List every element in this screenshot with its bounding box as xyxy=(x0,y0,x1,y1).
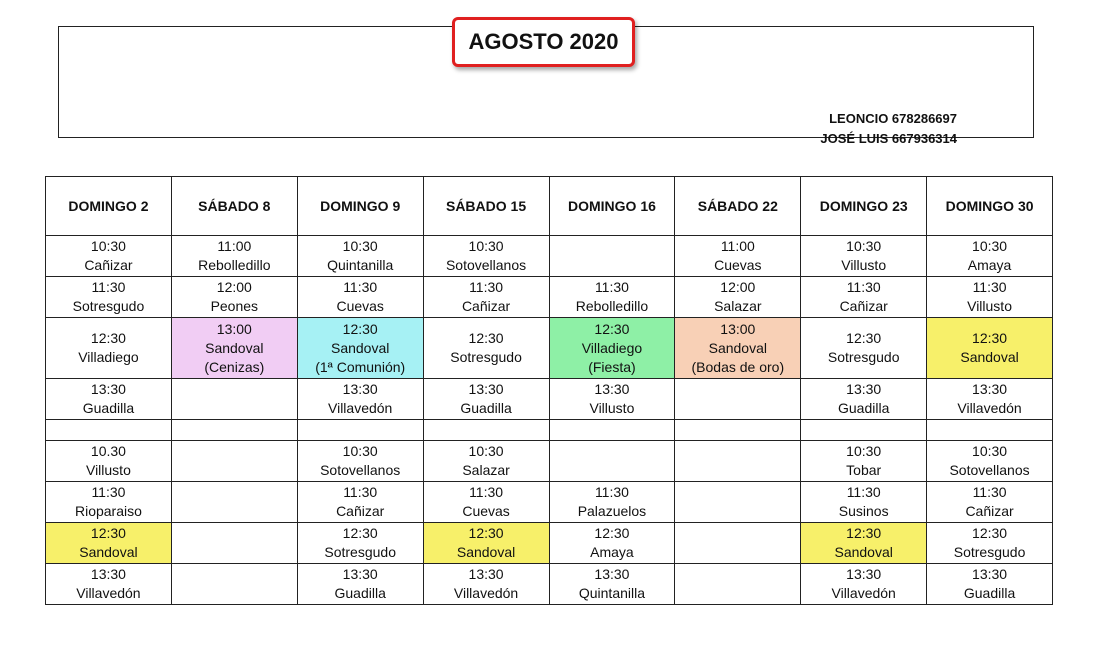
schedule-cell xyxy=(675,523,801,564)
schedule-cell xyxy=(423,420,549,441)
mass-time: 10:30 xyxy=(342,443,378,459)
day-header: DOMINGO 23 xyxy=(801,177,927,236)
mass-place: Villavedón xyxy=(328,400,393,416)
table-row xyxy=(46,277,1053,318)
mass-time: 11:30 xyxy=(846,484,881,500)
schedule-cell xyxy=(171,318,297,379)
mass-place: Cuevas xyxy=(462,503,510,519)
mass-time: 11:30 xyxy=(972,279,1007,295)
day-header: SÁBADO 8 xyxy=(171,177,297,236)
schedule-cell xyxy=(297,523,423,564)
schedule-cell xyxy=(171,564,297,605)
contact-jose-luis: JOSÉ LUIS 667936314 xyxy=(820,131,957,146)
schedule-cell xyxy=(297,318,423,379)
day-header: SÁBADO 15 xyxy=(423,177,549,236)
mass-time: 13:00 xyxy=(216,320,252,337)
mass-place: Sotresgudo xyxy=(827,349,900,365)
mass-time: 12:30 xyxy=(90,330,126,346)
mass-time: 13:30 xyxy=(342,566,378,582)
schedule-cell xyxy=(297,277,423,318)
schedule-cell xyxy=(46,420,172,441)
schedule-cell xyxy=(171,523,297,564)
mass-place: Salazar xyxy=(462,462,510,478)
mass-place: Villusto xyxy=(589,400,635,416)
mass-place: Sotresgudo xyxy=(450,349,522,365)
mass-place: Sotresgudo xyxy=(953,544,1026,560)
mass-time: 10:30 xyxy=(468,443,504,459)
mass-place: Quintanilla xyxy=(578,585,646,601)
mass-place: Sotovellanos xyxy=(445,257,527,273)
schedule-cell xyxy=(549,523,675,564)
mass-time: 13:30 xyxy=(594,381,630,397)
mass-place: Salazar xyxy=(714,298,762,314)
mass-time: 13:30 xyxy=(342,381,378,397)
schedule-cell xyxy=(549,564,675,605)
day-header: DOMINGO 30 xyxy=(927,177,1053,236)
mass-time: 10:30 xyxy=(972,238,1008,254)
mass-time: 10:30 xyxy=(90,238,126,254)
mass-time: 13:30 xyxy=(972,381,1008,397)
schedule-cell xyxy=(549,379,675,420)
schedule-cell xyxy=(927,420,1053,441)
schedule-cell xyxy=(297,379,423,420)
mass-place: Rebolledillo xyxy=(575,298,649,314)
schedule-cell xyxy=(46,564,172,605)
mass-note: (1ª Comunión) xyxy=(315,358,406,375)
mass-time: 11:30 xyxy=(469,484,504,500)
table-row xyxy=(46,482,1053,523)
schedule-cell xyxy=(46,277,172,318)
mass-time: 11:30 xyxy=(91,279,126,295)
schedule-cell xyxy=(171,277,297,318)
mass-place: Tobar xyxy=(846,462,882,478)
schedule-cell xyxy=(675,420,801,441)
mass-time: 13:30 xyxy=(846,381,882,397)
mass-time: 12:30 xyxy=(972,330,1008,346)
schedule-cell xyxy=(927,564,1053,605)
schedule-cell xyxy=(675,441,801,482)
mass-time: 13:30 xyxy=(594,566,630,582)
schedule-cell xyxy=(675,318,801,379)
schedule-cell xyxy=(423,482,549,523)
mass-time: 11:30 xyxy=(91,484,126,500)
mass-time: 10:30 xyxy=(972,443,1008,459)
mass-place: Guadilla xyxy=(460,400,512,416)
mass-place: Villavedón xyxy=(453,585,519,601)
mass-place: Sandoval xyxy=(456,544,516,560)
mass-place: Cañizar xyxy=(461,298,511,314)
schedule-cell xyxy=(927,379,1053,420)
mass-time: 11:30 xyxy=(594,484,629,500)
contacts xyxy=(820,109,957,149)
mass-time: 12:30 xyxy=(342,320,378,337)
mass-place: Sotresgudo xyxy=(324,544,396,560)
schedule-cell xyxy=(423,277,549,318)
schedule-cell xyxy=(297,236,423,277)
mass-place: Villadiego xyxy=(581,339,643,356)
mass-place: Rioparaiso xyxy=(74,503,142,519)
mass-place: Peones xyxy=(210,298,259,314)
schedule-cell xyxy=(171,420,297,441)
schedule-cell xyxy=(675,564,801,605)
mass-place: Sandoval xyxy=(960,349,1019,365)
mass-time: 13:00 xyxy=(720,320,756,337)
schedule-cell xyxy=(46,318,172,379)
mass-place: Villusto xyxy=(967,298,1012,314)
day-header: DOMINGO 16 xyxy=(549,177,675,236)
mass-time: 11:00 xyxy=(217,238,252,254)
mass-place: Villavedón xyxy=(76,585,141,601)
schedule-cell xyxy=(423,236,549,277)
mass-place: Rebolledillo xyxy=(198,257,271,273)
mass-place: Guadilla xyxy=(963,585,1016,601)
mass-place: Sandoval xyxy=(205,339,264,356)
mass-time: 12:30 xyxy=(468,525,504,541)
mass-time: 10:30 xyxy=(846,238,882,254)
mass-time: 13:30 xyxy=(846,566,882,582)
contact-leoncio: LEONCIO 678286697 xyxy=(829,111,957,126)
schedule-cell xyxy=(171,236,297,277)
schedule-cell xyxy=(675,236,801,277)
table-row xyxy=(46,523,1053,564)
mass-time: 10.30 xyxy=(90,443,126,459)
schedule-cell xyxy=(46,441,172,482)
schedule-cell xyxy=(801,318,927,379)
mass-time: 12:30 xyxy=(594,525,630,541)
schedule-cell xyxy=(801,236,927,277)
schedule-cell xyxy=(297,420,423,441)
mass-time: 12:30 xyxy=(90,525,126,541)
mass-place: Susinos xyxy=(838,503,889,519)
mass-place: Sandoval xyxy=(834,544,893,560)
mass-place: Amaya xyxy=(967,257,1012,273)
schedule-cell xyxy=(801,482,927,523)
schedule-cell xyxy=(423,564,549,605)
mass-time: 12:30 xyxy=(468,330,504,346)
mass-place: Cañizar xyxy=(965,503,1014,519)
mass-time: 10:30 xyxy=(468,238,504,254)
mass-place: Guadilla xyxy=(82,400,135,416)
schedule-cell xyxy=(297,441,423,482)
schedule-cell xyxy=(297,564,423,605)
schedule-cell xyxy=(423,523,549,564)
mass-place: Palazuelos xyxy=(577,503,647,519)
mass-place: Cuevas xyxy=(336,298,384,314)
mass-note: (Bodas de oro) xyxy=(691,358,785,375)
mass-time: 11:30 xyxy=(594,279,629,295)
mass-place: Cuevas xyxy=(714,257,762,273)
mass-place: Sotovellanos xyxy=(949,462,1030,478)
mass-note: (Cenizas) xyxy=(204,358,265,375)
schedule-cell xyxy=(801,441,927,482)
mass-time: 13:30 xyxy=(90,381,126,397)
mass-time: 13:30 xyxy=(468,381,504,397)
schedule-cell xyxy=(927,236,1053,277)
schedule-cell xyxy=(549,236,675,277)
table-row xyxy=(46,379,1053,420)
day-header: DOMINGO 2 xyxy=(46,177,172,236)
schedule-cell xyxy=(423,318,549,379)
mass-place: Villusto xyxy=(85,462,131,478)
schedule-cell xyxy=(801,420,927,441)
schedule-cell xyxy=(675,379,801,420)
mass-place: Villavedón xyxy=(831,585,896,601)
table-body xyxy=(46,236,1053,605)
table-row xyxy=(46,420,1053,441)
schedule-cell xyxy=(801,564,927,605)
mass-time: 11:30 xyxy=(343,279,378,295)
schedule-cell xyxy=(171,441,297,482)
schedule-cell xyxy=(423,441,549,482)
schedule-cell xyxy=(549,441,675,482)
day-header: DOMINGO 9 xyxy=(297,177,423,236)
schedule-cell xyxy=(801,277,927,318)
table-row xyxy=(46,441,1053,482)
mass-place: Guadilla xyxy=(838,400,890,416)
mass-place: Quintanilla xyxy=(327,257,394,273)
mass-place: Cañizar xyxy=(839,298,888,314)
schedule-cell xyxy=(423,379,549,420)
schedule-cell xyxy=(927,318,1053,379)
schedule-cell xyxy=(927,441,1053,482)
mass-time: 12:30 xyxy=(342,525,378,541)
table-row xyxy=(46,318,1053,379)
schedule-cell xyxy=(46,379,172,420)
day-header: SÁBADO 22 xyxy=(675,177,801,236)
schedule-cell xyxy=(549,482,675,523)
schedule-cell xyxy=(46,236,172,277)
page-title: AGOSTO 2020 xyxy=(452,17,635,67)
schedule-cell xyxy=(549,277,675,318)
schedule-cell xyxy=(46,482,172,523)
mass-place: Sandoval xyxy=(330,339,390,356)
mass-note: (Fiesta) xyxy=(588,358,636,375)
mass-time: 12:00 xyxy=(720,279,756,295)
schedule-cell xyxy=(927,482,1053,523)
mass-place: Sandoval xyxy=(708,339,767,356)
mass-place: Sotovellanos xyxy=(320,462,401,478)
mass-place: Sotresgudo xyxy=(72,298,145,314)
mass-time: 12:30 xyxy=(594,320,630,337)
header-row xyxy=(46,177,1053,236)
schedule-cell xyxy=(801,523,927,564)
mass-time: 12:30 xyxy=(846,525,882,541)
schedule-cell xyxy=(171,379,297,420)
mass-place: Villavedón xyxy=(957,400,1022,416)
mass-time: 11:30 xyxy=(469,279,504,295)
schedule-cell xyxy=(927,277,1053,318)
mass-place: Cañizar xyxy=(336,503,385,519)
mass-place: Guadilla xyxy=(334,585,386,601)
schedule-cell xyxy=(675,482,801,523)
mass-time: 11:30 xyxy=(972,484,1007,500)
mass-time: 11:30 xyxy=(846,279,881,295)
schedule-cell xyxy=(46,523,172,564)
table-row xyxy=(46,236,1053,277)
schedule-cell xyxy=(549,420,675,441)
schedule-cell xyxy=(297,482,423,523)
schedule-cell xyxy=(927,523,1053,564)
mass-time: 10:30 xyxy=(342,238,378,254)
table-row xyxy=(46,564,1053,605)
mass-time: 10:30 xyxy=(846,443,882,459)
mass-place: Amaya xyxy=(590,544,634,560)
mass-time: 13:30 xyxy=(972,566,1008,582)
mass-time: 11:00 xyxy=(720,238,755,254)
schedule-cell xyxy=(171,482,297,523)
mass-place: Sandoval xyxy=(79,544,138,560)
mass-schedule-table xyxy=(45,176,1053,605)
mass-time: 11:30 xyxy=(343,484,378,500)
mass-place: Cañizar xyxy=(84,257,133,273)
mass-time: 12:30 xyxy=(846,330,882,346)
mass-time: 12:30 xyxy=(972,525,1008,541)
mass-time: 12:00 xyxy=(216,279,252,295)
schedule-cell xyxy=(549,318,675,379)
mass-time: 13:30 xyxy=(90,566,126,582)
mass-time: 13:30 xyxy=(468,566,504,582)
mass-place: Villadiego xyxy=(78,349,139,365)
schedule-cell xyxy=(801,379,927,420)
mass-place: Villusto xyxy=(841,257,887,273)
schedule-cell xyxy=(675,277,801,318)
